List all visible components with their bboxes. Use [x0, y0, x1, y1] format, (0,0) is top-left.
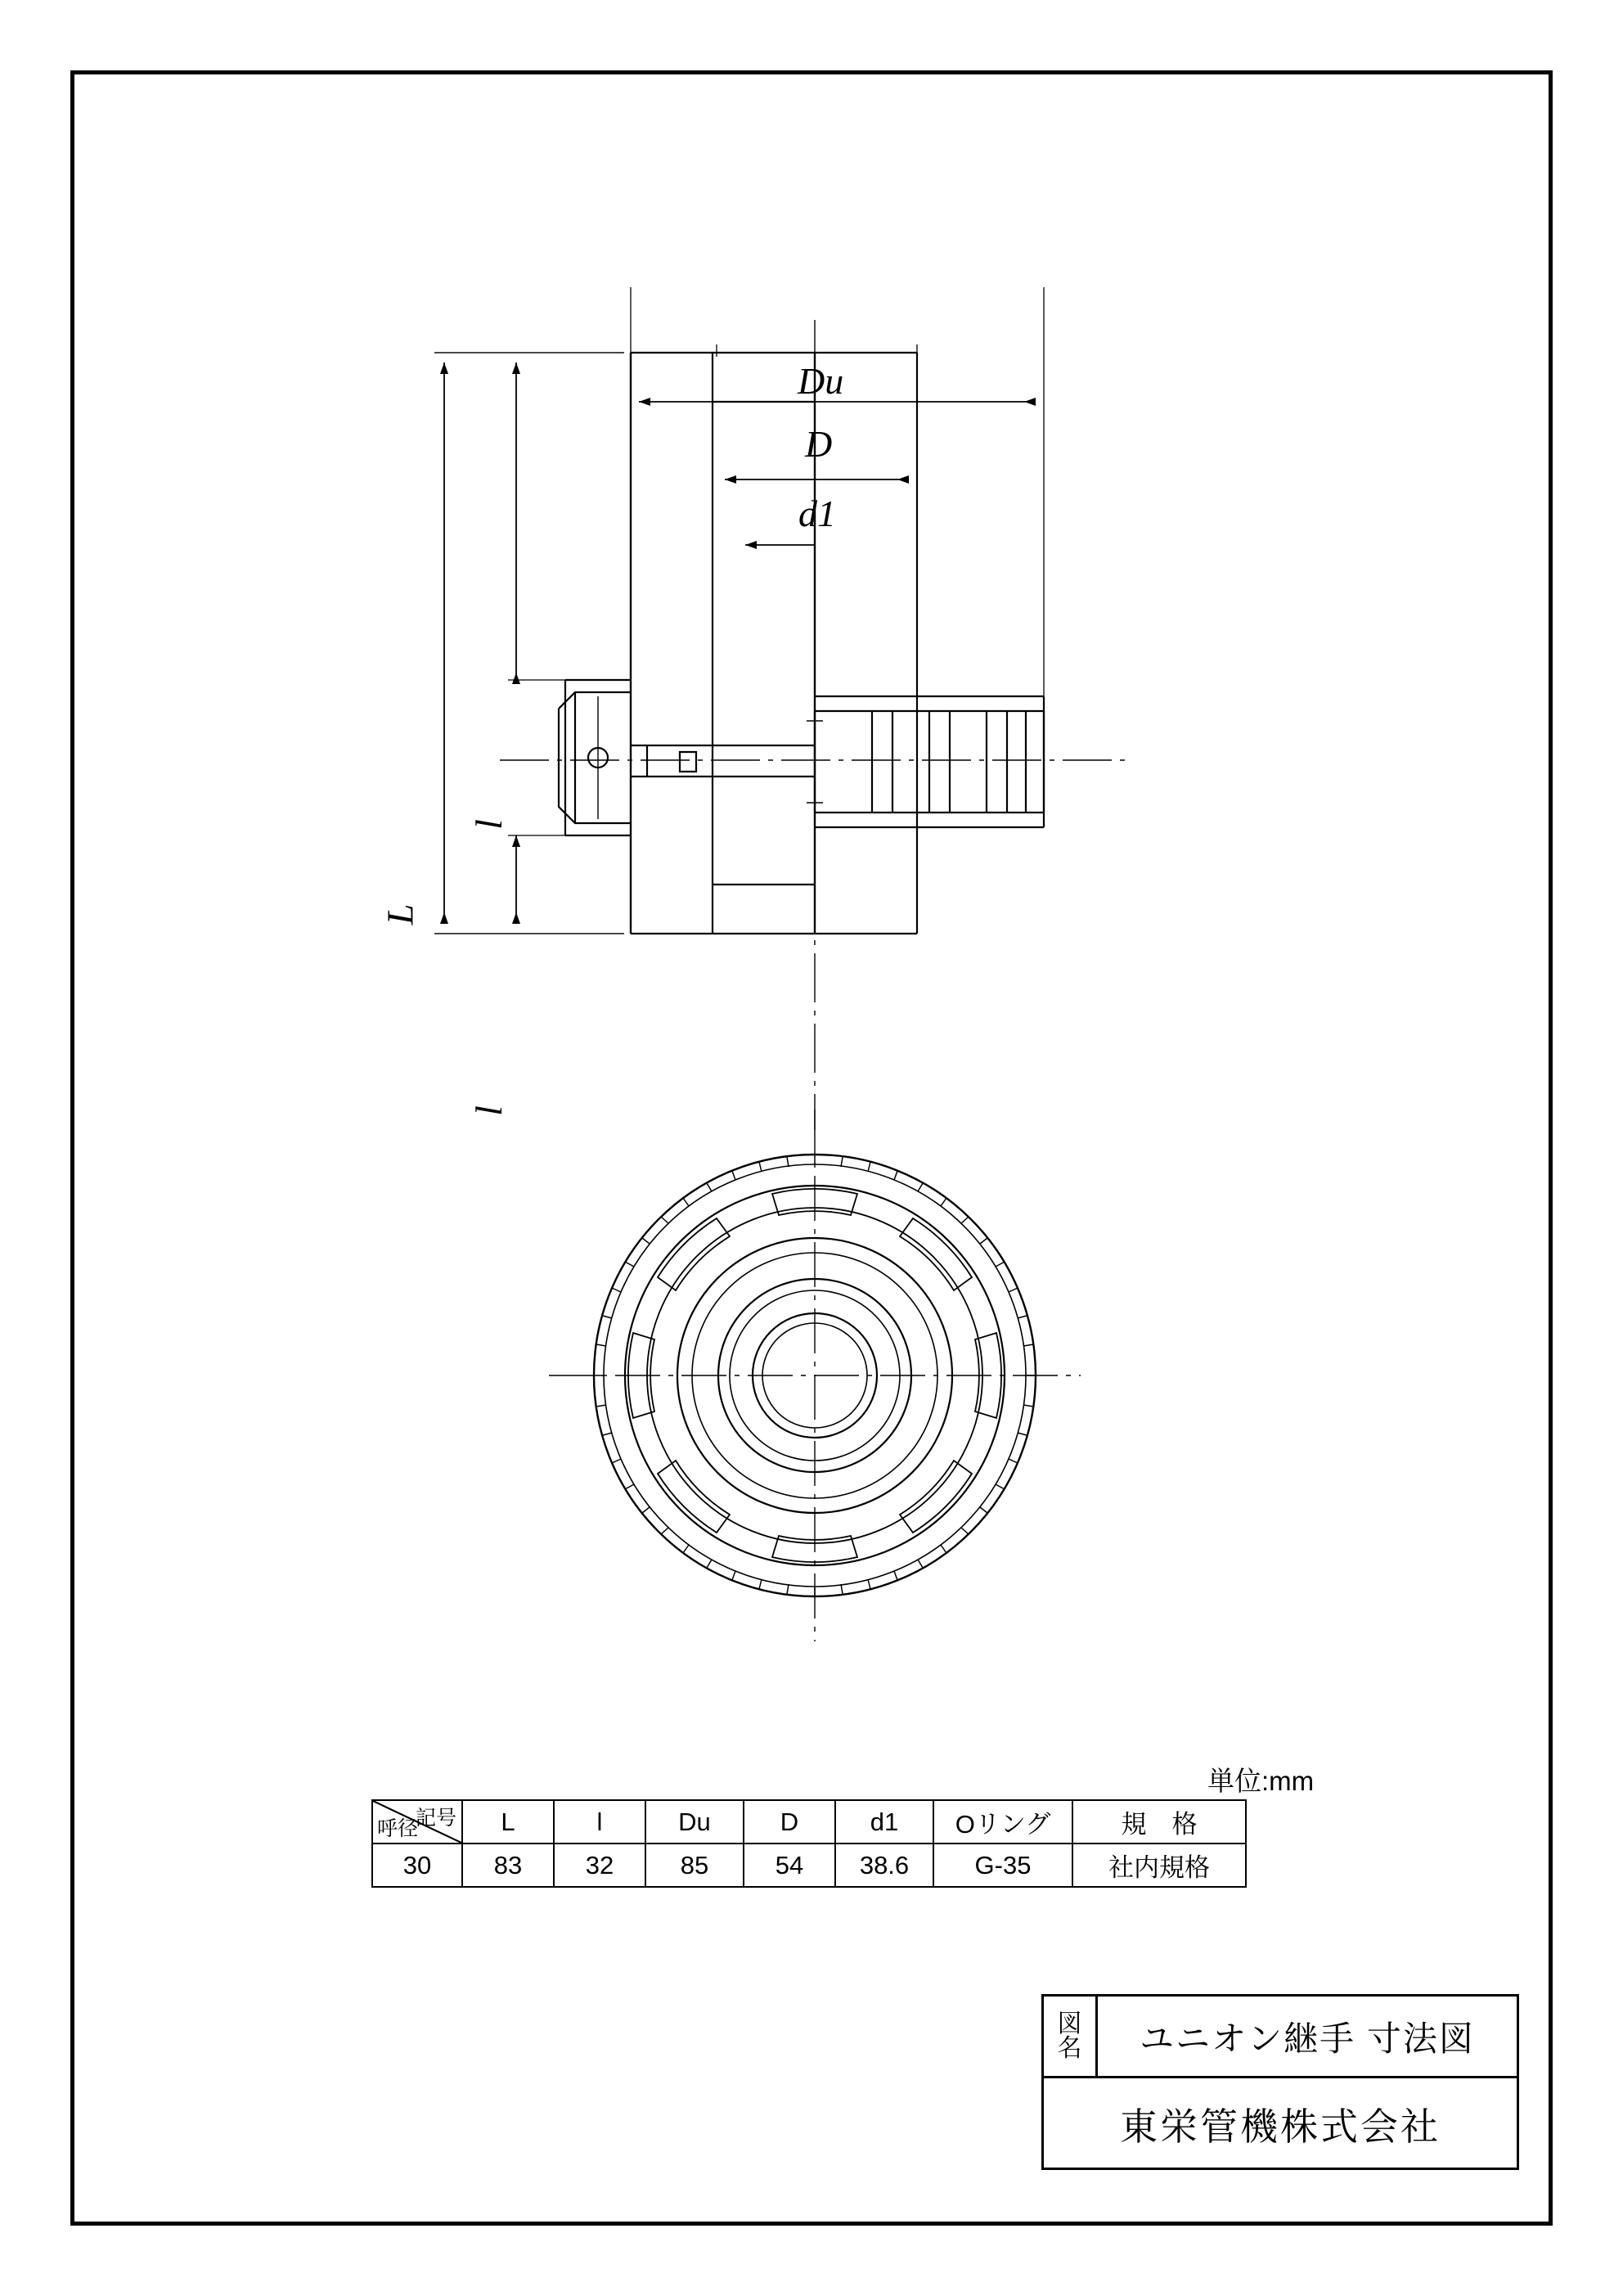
title-block-label-line2: 名	[1057, 2034, 1082, 2062]
title-block	[1041, 1994, 1519, 2170]
cell-standard: 社内規格	[1072, 1844, 1246, 1887]
dimension-label-d: D	[805, 423, 833, 465]
table-header-d: D	[744, 1800, 835, 1844]
title-block-company-row	[1044, 2078, 1517, 2170]
cell-d1: 38.6	[835, 1844, 933, 1887]
dimension-label-l-top: l	[467, 819, 510, 830]
drawing-sheet	[70, 70, 1553, 2226]
unit-note: 単位:mm	[1207, 1766, 1315, 1796]
cell-du: 85	[645, 1844, 744, 1887]
table-header-row	[372, 1800, 1246, 1844]
company-name: 東栄管機株式会社	[1120, 2105, 1441, 2148]
table-header-l: L	[462, 1800, 554, 1844]
table-header-du: Du	[645, 1800, 744, 1844]
cell-l-small: 32	[554, 1844, 645, 1887]
drawing-title: ユニオン継手 寸法図	[1140, 2019, 1475, 2058]
table-header-standard: 規 格	[1072, 1800, 1246, 1844]
drawing-area	[74, 74, 1549, 2222]
title-block-label-line1: 図	[1057, 2010, 1082, 2037]
dimension-label-l-bottom: l	[467, 1105, 510, 1116]
dimension-label-l-overall: L	[379, 903, 421, 925]
cell-nominal-diameter: 30	[372, 1844, 462, 1887]
dimension-label-d1: d1	[798, 493, 836, 534]
table-header-oring: Oリング	[933, 1800, 1072, 1844]
table-corner-cell	[372, 1800, 462, 1844]
corner-label-nominal: 呼径	[377, 1817, 419, 1840]
table-header-d1: d1	[835, 1800, 933, 1844]
title-block-label	[1044, 1997, 1098, 2076]
dimension-label-du: Du	[798, 360, 844, 402]
cell-d: 54	[744, 1844, 835, 1887]
table-row	[372, 1844, 1246, 1887]
specification-table	[371, 1799, 1247, 1888]
corner-label-symbol: 記号	[415, 1807, 456, 1830]
cell-l: 83	[462, 1844, 554, 1887]
cell-oring: G-35	[933, 1844, 1072, 1887]
table-header-l-small: l	[554, 1800, 645, 1844]
title-block-title-row	[1044, 1997, 1517, 2078]
